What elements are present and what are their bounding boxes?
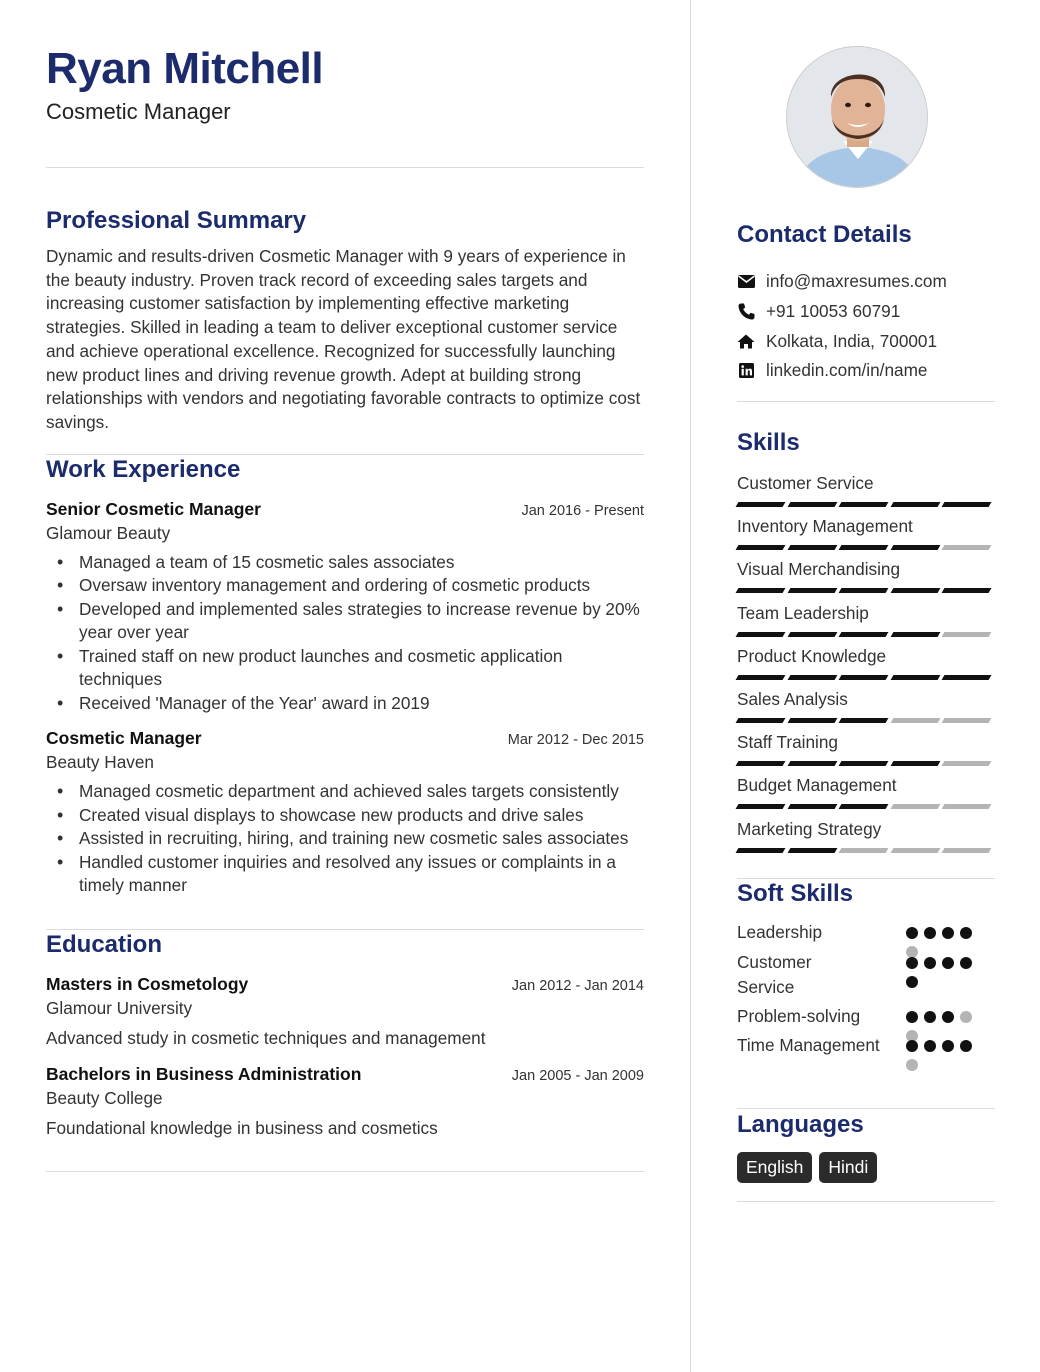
column-divider bbox=[690, 0, 691, 1372]
rating-dot bbox=[942, 957, 954, 969]
language-badge: English bbox=[737, 1152, 812, 1183]
languages-heading: Languages bbox=[737, 1111, 864, 1138]
education-dates: Jan 2005 - Jan 2009 bbox=[511, 1067, 644, 1084]
skill-name: Inventory Management bbox=[737, 516, 913, 537]
rating-dot bbox=[906, 1059, 918, 1071]
candidate-name: Ryan Mitchell bbox=[46, 44, 324, 93]
education-school: Beauty College bbox=[46, 1087, 163, 1108]
job-role: Cosmetic Manager bbox=[46, 728, 202, 749]
rating-dot bbox=[942, 1040, 954, 1052]
job-company: Glamour Beauty bbox=[46, 522, 171, 543]
languages-list bbox=[737, 1152, 884, 1183]
skill-level-segment bbox=[890, 675, 940, 680]
job-entry bbox=[46, 728, 644, 898]
skill-level-bar bbox=[737, 804, 995, 809]
contact-email-text: info@maxresumes.com bbox=[766, 271, 947, 292]
job-dates: Mar 2012 - Dec 2015 bbox=[507, 732, 644, 749]
skill-level-segment bbox=[839, 502, 889, 507]
linkedin-icon bbox=[737, 362, 755, 380]
contact-divider bbox=[737, 401, 995, 402]
rating-dot bbox=[942, 1011, 954, 1023]
job-role: Senior Cosmetic Manager bbox=[46, 498, 261, 519]
job-entry bbox=[46, 499, 644, 716]
skill-item bbox=[737, 645, 995, 688]
rating-dot bbox=[960, 1040, 972, 1052]
skill-level-segment bbox=[736, 675, 786, 680]
skill-level-segment bbox=[890, 545, 940, 550]
skill-level-segment bbox=[839, 632, 889, 637]
skill-item bbox=[737, 774, 995, 817]
job-bullet: • Developed and implemented sales strategies to increase revenue by 20% year over year bbox=[46, 598, 644, 645]
soft-skills-divider bbox=[737, 1108, 995, 1109]
home-icon bbox=[737, 332, 755, 350]
education-dates: Jan 2012 - Jan 2014 bbox=[511, 977, 644, 994]
education-degree: Masters in Cosmetology bbox=[46, 973, 249, 994]
skill-level-segment bbox=[736, 804, 786, 809]
skill-level-segment bbox=[736, 502, 786, 507]
rating-dot bbox=[960, 957, 972, 969]
skill-level-bar bbox=[737, 502, 995, 507]
rating-dot bbox=[924, 957, 936, 969]
skill-level-segment bbox=[787, 588, 837, 593]
rating-dot bbox=[906, 976, 918, 988]
skill-level-segment bbox=[942, 761, 992, 766]
education-description: Foundational knowledge in business and cosmetics bbox=[46, 1117, 438, 1138]
job-bullet: • Received 'Manager of the Year' award in 2019 bbox=[46, 692, 644, 716]
skill-level-segment bbox=[942, 675, 992, 680]
contact-phone bbox=[737, 297, 995, 327]
languages-divider bbox=[737, 1201, 995, 1202]
job-bullet: • Oversaw inventory management and ordering of cosmetic products bbox=[46, 574, 644, 598]
skill-name: Budget Management bbox=[737, 775, 897, 796]
skill-level-segment bbox=[787, 632, 837, 637]
skill-level-bar bbox=[737, 632, 995, 637]
skill-level-segment bbox=[787, 675, 837, 680]
skill-item bbox=[737, 472, 995, 515]
skill-level-segment bbox=[736, 632, 786, 637]
job-bullet: • Trained staff on new product launches and cosmetic application techniques bbox=[46, 645, 644, 692]
skill-level-segment bbox=[942, 588, 992, 593]
skills-list bbox=[737, 472, 995, 861]
skill-level-segment bbox=[787, 848, 837, 853]
education-degree: Bachelors in Business Administration bbox=[46, 1063, 362, 1084]
work-heading: Work Experience bbox=[46, 455, 241, 483]
rating-dot bbox=[924, 927, 936, 939]
job-bullets bbox=[46, 551, 644, 716]
skill-level-segment bbox=[839, 804, 889, 809]
skill-level-bar bbox=[737, 588, 995, 593]
skill-level-segment bbox=[839, 588, 889, 593]
skill-name: Team Leadership bbox=[737, 602, 869, 623]
rating-dot bbox=[906, 1040, 918, 1052]
skill-level-segment bbox=[787, 502, 837, 507]
skill-name: Marketing Strategy bbox=[737, 818, 882, 839]
job-bullet: • Handled customer inquiries and resolved any issues or complaints in a timely manner bbox=[46, 851, 644, 898]
skill-level-segment bbox=[839, 718, 889, 723]
contact-email bbox=[737, 267, 995, 297]
soft-skill-item bbox=[737, 1033, 995, 1087]
skill-level-segment bbox=[890, 804, 940, 809]
skill-level-segment bbox=[839, 545, 889, 550]
skill-level-bar bbox=[737, 761, 995, 766]
rating-dot bbox=[906, 957, 918, 969]
job-company: Beauty Haven bbox=[46, 752, 154, 773]
phone-icon bbox=[737, 303, 755, 321]
header-divider bbox=[46, 167, 644, 168]
education-divider bbox=[46, 1171, 644, 1172]
avatar-portrait bbox=[787, 47, 928, 188]
contact-address-text: Kolkata, India, 700001 bbox=[766, 330, 938, 351]
skill-level-segment bbox=[839, 761, 889, 766]
education-school: Glamour University bbox=[46, 997, 193, 1018]
skill-name: Product Knowledge bbox=[737, 645, 887, 666]
skill-level-segment bbox=[736, 848, 786, 853]
soft-skill-name: Problem-solving bbox=[737, 1006, 861, 1026]
skill-name: Visual Merchandising bbox=[737, 559, 901, 580]
job-bullet: • Managed a team of 15 cosmetic sales associates bbox=[46, 551, 644, 575]
skills-heading: Skills bbox=[737, 429, 800, 456]
skill-level-bar bbox=[737, 718, 995, 723]
skill-level-segment bbox=[942, 545, 992, 550]
contact-linkedin bbox=[737, 356, 995, 386]
soft-skill-rating bbox=[906, 1040, 978, 1078]
summary-heading: Professional Summary bbox=[46, 207, 307, 234]
skill-level-segment bbox=[787, 804, 837, 809]
soft-skill-name: Leadership bbox=[737, 922, 823, 942]
education-entry bbox=[46, 1064, 644, 1139]
envelope-icon bbox=[737, 273, 755, 291]
summary-text: Dynamic and results-driven Cosmetic Manager with 9 years of experience in the beauty industry. Proven track record of exceeding sales targets and increasing customer satisfaction by implementing effective marketing strategies. Skilled in leading a team to deliver exceptional customer service and achieve operational excellence. Recognized for successfully launching new product lines and driving revenue growth. Adept at building strong relationships with vendors and negotiating favorable contracts to optimize cost savings. bbox=[46, 246, 641, 432]
skill-name: Sales Analysis bbox=[737, 688, 848, 709]
education-heading: Education bbox=[46, 930, 163, 958]
skill-name: Staff Training bbox=[737, 732, 838, 753]
education-description: Advanced study in cosmetic techniques and management bbox=[46, 1027, 486, 1048]
skill-level-segment bbox=[736, 588, 786, 593]
rating-dot bbox=[924, 1040, 936, 1052]
contact-address bbox=[737, 326, 995, 356]
language-badge: Hindi bbox=[819, 1152, 877, 1183]
candidate-title: Cosmetic Manager bbox=[46, 99, 231, 124]
education-entry bbox=[46, 974, 644, 1049]
skill-level-segment bbox=[890, 848, 940, 853]
skill-level-segment bbox=[942, 718, 992, 723]
skill-level-segment bbox=[942, 848, 992, 853]
soft-skill-item bbox=[737, 950, 995, 1004]
job-bullet: • Assisted in recruiting, hiring, and training new cosmetic sales associates bbox=[46, 827, 644, 851]
job-bullet: • Managed cosmetic department and achieved sales targets consistently bbox=[46, 780, 644, 804]
soft-skill-name: Time Management bbox=[737, 1035, 880, 1055]
skill-level-segment bbox=[942, 502, 992, 507]
skill-level-segment bbox=[736, 718, 786, 723]
job-bullet: • Created visual displays to showcase new products and drive sales bbox=[46, 804, 644, 828]
soft-skill-rating bbox=[906, 957, 978, 995]
rating-dot bbox=[942, 927, 954, 939]
skill-level-segment bbox=[890, 718, 940, 723]
skill-level-segment bbox=[890, 502, 940, 507]
rating-dot bbox=[960, 1011, 972, 1023]
skill-item bbox=[737, 688, 995, 731]
skill-item bbox=[737, 558, 995, 601]
skill-item bbox=[737, 515, 995, 558]
soft-skill-item bbox=[737, 920, 995, 950]
skill-level-bar bbox=[737, 675, 995, 680]
skill-level-segment bbox=[736, 545, 786, 550]
skill-level-segment bbox=[942, 632, 992, 637]
contact-phone-text: +91 10053 60791 bbox=[766, 301, 901, 322]
avatar bbox=[786, 46, 928, 188]
rating-dot bbox=[906, 1011, 918, 1023]
skill-item bbox=[737, 731, 995, 774]
rating-dot bbox=[924, 1011, 936, 1023]
skill-level-segment bbox=[787, 545, 837, 550]
rating-dot bbox=[960, 927, 972, 939]
skill-level-segment bbox=[787, 718, 837, 723]
skill-level-segment bbox=[890, 588, 940, 593]
rating-dot bbox=[906, 927, 918, 939]
skill-level-segment bbox=[736, 761, 786, 766]
skill-level-segment bbox=[839, 675, 889, 680]
skill-level-segment bbox=[942, 804, 992, 809]
skill-level-segment bbox=[890, 632, 940, 637]
soft-skill-item bbox=[737, 1004, 995, 1033]
skill-item bbox=[737, 818, 995, 861]
skill-level-bar bbox=[737, 848, 995, 853]
job-dates: Jan 2016 - Present bbox=[521, 502, 644, 519]
soft-skill-name: Customer Service bbox=[737, 952, 812, 997]
main-column bbox=[46, 44, 644, 1172]
skill-level-bar bbox=[737, 545, 995, 550]
skill-name: Customer Service bbox=[737, 473, 874, 493]
contact-list bbox=[737, 267, 995, 386]
job-bullets bbox=[46, 780, 644, 898]
contact-heading: Contact Details bbox=[737, 221, 912, 248]
soft-skills-heading: Soft Skills bbox=[737, 880, 854, 907]
skill-item bbox=[737, 602, 995, 645]
skill-level-segment bbox=[890, 761, 940, 766]
skill-level-segment bbox=[839, 848, 889, 853]
skill-level-segment bbox=[787, 761, 837, 766]
soft-skills-list bbox=[737, 920, 995, 1087]
contact-linkedin-text: linkedin.com/in/name bbox=[766, 360, 928, 381]
